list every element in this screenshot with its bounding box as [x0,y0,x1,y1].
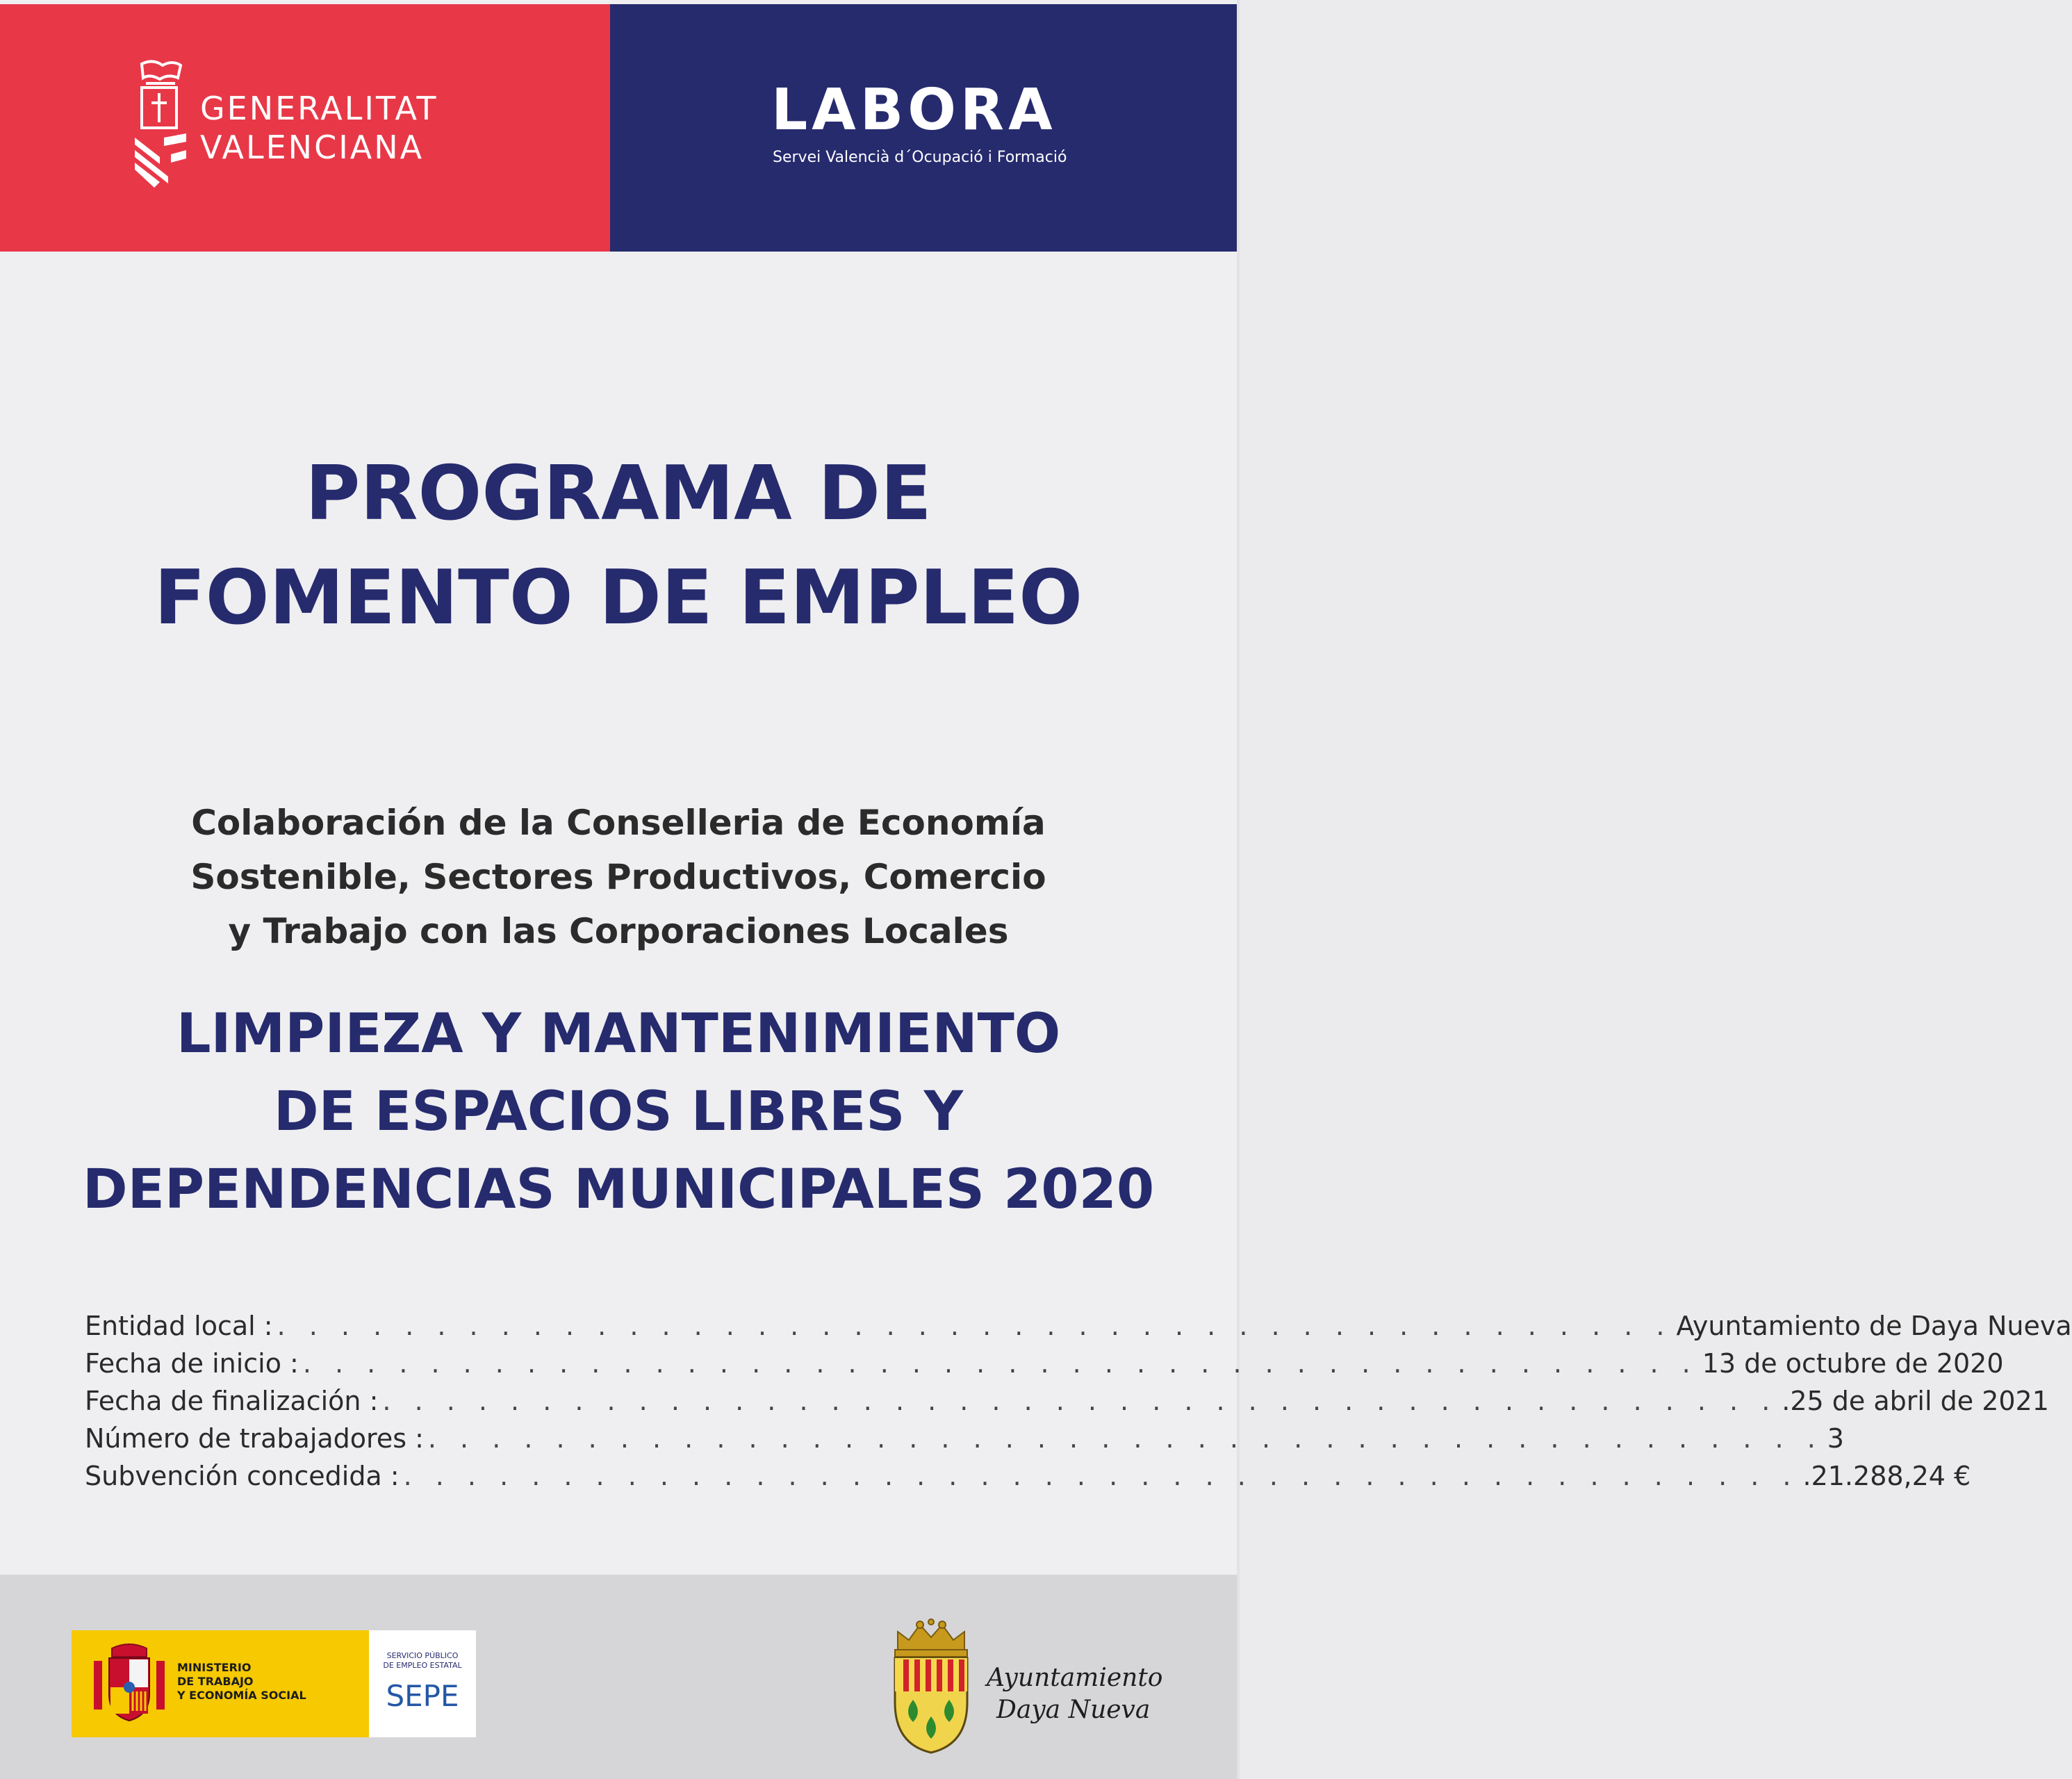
collaboration-line2: Sostenible, Sectores Productivos, Comercio [190,857,1046,897]
ministry-line3: Y ECONOMÍA SOCIAL [177,1689,306,1702]
detail-label: Fecha de inicio : [85,1348,299,1379]
ayuntamiento-line2: Daya Nueva [996,1696,1151,1724]
detail-row-trabajadores [85,1423,1844,1461]
project-title [0,995,1237,1229]
generalitat-line2: VALENCIANA [200,129,425,166]
detail-row-entidad [85,1311,2072,1348]
detail-row-fecha-inicio [85,1348,2004,1386]
detail-value: 13 de octubre de 2020 [1702,1348,2004,1379]
detail-row-fecha-fin [85,1386,2049,1423]
dot-leader: . . . . . . . . . . . . . . . . . . . . . . . . . . . . . . . . . . . . . . . . . . . . [403,1461,1799,1491]
program-title-line1: PROGRAMA DE [305,450,932,537]
detail-value: .25 de abril de 2021 [1782,1386,2049,1416]
dot-leader: . . . . . . . . . . . . . . . . . . . . . . . . . . . . . . . . . . . . . . . . . . . . [277,1311,1672,1341]
labora-subtitle: Servei Valencià d´Ocupació i Formació [773,149,1067,166]
ministry-line2: DE TRABAJO [177,1675,254,1688]
ministry-line1: MINISTERIO [177,1661,252,1674]
project-details [85,1311,2072,1498]
program-title-line2: FOMENTO DE EMPLEO [154,555,1083,641]
detail-row-subvencion [85,1461,1971,1498]
labora-panel [610,4,1237,252]
sepe-caption-line1: SERVICIO PÚBLICO [386,1651,459,1660]
sepe-caption [369,1651,476,1671]
generalitat-wordmark [200,89,438,167]
detail-value: Ayuntamiento de Daya Nueva [1676,1311,2072,1341]
ministry-logo [72,1630,369,1737]
ayuntamiento-line1: Ayuntamiento [987,1664,1163,1692]
sepe-logo [369,1630,476,1737]
project-title-line2: DE ESPACIOS LIBRES Y [273,1081,964,1143]
generalitat-line1: GENERALITAT [200,90,438,127]
dot-leader: . . . . . . . . . . . . . . . . . . . . . . . . . . . . . . . . . . . . . . . . . . . . [427,1423,1823,1454]
generalitat-emblem-icon [132,60,189,192]
generalitat-panel [0,4,610,252]
collaboration-text [0,796,1237,958]
dot-leader: . . . . . . . . . . . . . . . . . . . . . . . . . . . . . . . . . . . . . . . . . . . . [302,1348,1698,1379]
program-title [0,442,1237,650]
detail-label: Subvención concedida : [85,1461,400,1491]
sepe-caption-line2: DE EMPLEO ESTATAL [383,1661,462,1670]
ayuntamiento-wordmark [987,1662,1162,1726]
detail-value: .21.288,24 € [1802,1461,1971,1491]
ministry-text [177,1661,306,1703]
footer-logos [0,1575,1237,1779]
labora-title: LABORA [771,77,1057,143]
project-title-line3: DEPENDENCIAS MUNICIPALES 2020 [82,1158,1155,1221]
sepe-wordmark: SEPE [386,1679,459,1713]
spain-coat-of-arms-icon [91,1643,167,1725]
collaboration-line1: Colaboración de la Conselleria de Economía [191,803,1046,843]
detail-label: Fecha de finalización : [85,1386,379,1416]
detail-value: 3 [1827,1423,1844,1454]
daya-nueva-coat-of-arms-icon [884,1619,978,1755]
top-banner [0,4,1237,252]
dot-leader: . . . . . . . . . . . . . . . . . . . . . . . . . . . . . . . . . . . . . . . . . . . . [382,1386,1778,1416]
project-title-line1: LIMPIEZA Y MANTENIMIENTO [176,1003,1061,1065]
collaboration-line3: y Trabajo con las Corporaciones Locales [228,911,1009,951]
detail-label: Entidad local : [85,1311,273,1341]
detail-label: Número de trabajadores : [85,1423,424,1454]
